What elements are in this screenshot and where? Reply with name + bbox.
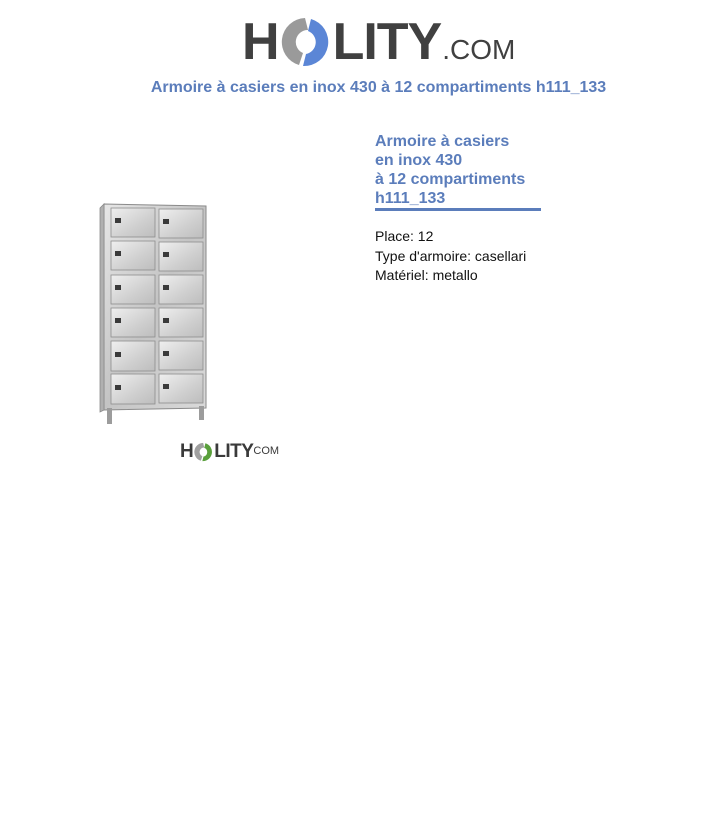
- product-title: [375, 132, 541, 211]
- product-image: [98, 200, 210, 426]
- logo-text-lity: LITY: [332, 13, 442, 71]
- logo-text-h: H: [242, 13, 279, 71]
- watermark-text-com: COM: [253, 444, 280, 457]
- logo-text-com: .COM: [442, 34, 516, 65]
- spec-place: Place: 12: [375, 228, 434, 244]
- watermark-text-h: H: [180, 441, 194, 462]
- watermark-wordmark: [180, 442, 279, 462]
- spec-cabinet-type: Type d'armoire: casellari: [375, 247, 527, 264]
- logo-ring-icon: [281, 16, 331, 68]
- watermark-text-lity: LITY: [214, 441, 254, 462]
- product-info: [375, 132, 545, 286]
- product-title-line: en inox 430: [375, 152, 463, 169]
- product-title-line: à 12 compartiments: [375, 171, 526, 188]
- product-specs: [375, 227, 545, 286]
- product-title-line: Armoire à casiers: [375, 133, 510, 150]
- holity-logo[interactable]: [242, 10, 516, 71]
- locker-cabinet-illustration: [98, 200, 210, 426]
- product-code: h111_133: [375, 190, 446, 207]
- watermark-ring-icon: [194, 442, 213, 462]
- page-title: Armoire à casiers en inox 430 à 12 compartiments h111_133: [150, 79, 607, 96]
- logo-wordmark: [242, 13, 516, 71]
- watermark-logo: [180, 440, 279, 462]
- spec-material: Matériel: metallo: [375, 267, 478, 283]
